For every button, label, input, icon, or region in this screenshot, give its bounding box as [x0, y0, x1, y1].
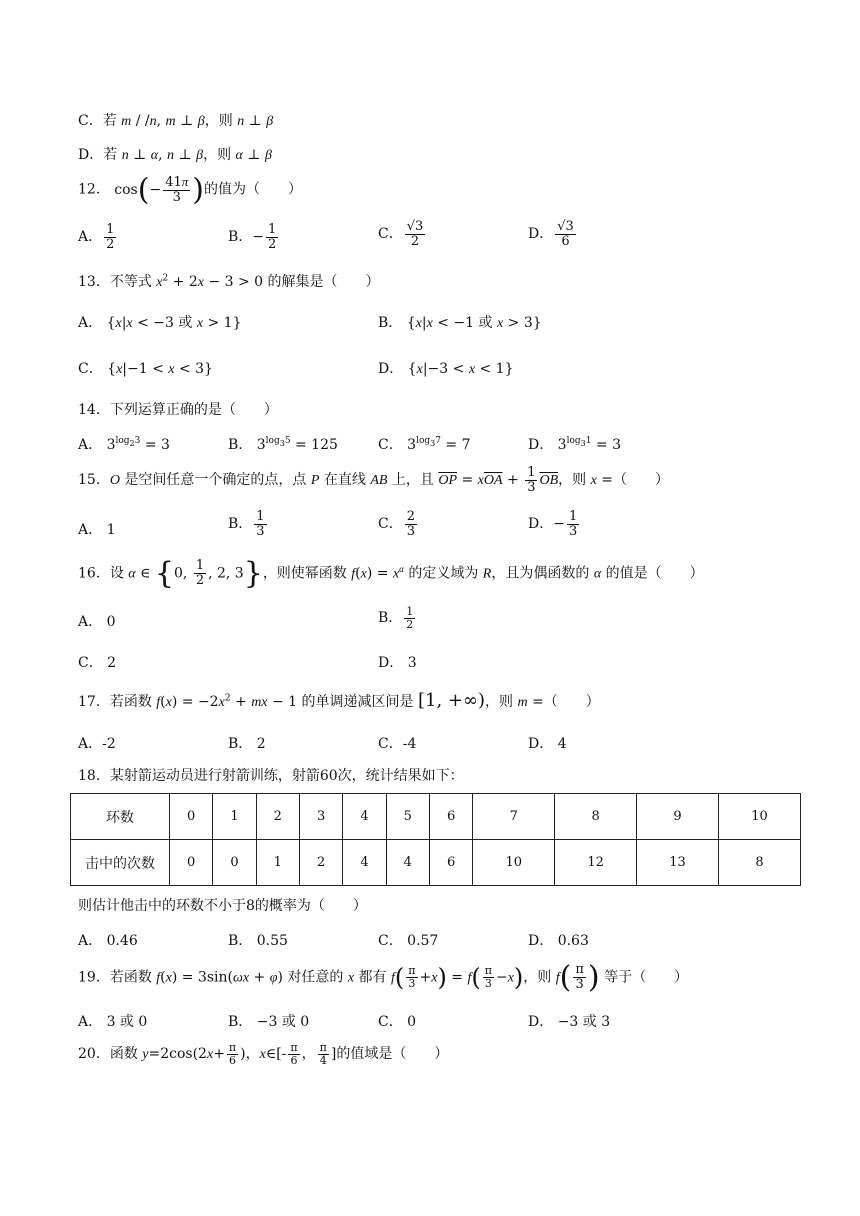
option-letter: B．	[228, 933, 253, 949]
q20-stem: 20．函数 y=2cos(2x+ $\frac{\pi}{6}$ )，x∈[- $\frac{\pi}{6}$ ， $\frac{\pi}{4}$ ]的值域是（ ）	[78, 1041, 449, 1067]
q16-stem: 16．设 α ∈ {0, $\frac{1}{2}$ , 2, 3}，则使幂函数 $f(x) = x^\alpha$ 的定义域为 R，且为偶函数的 α 的值是（ ）	[78, 556, 704, 591]
table-cell: 0	[213, 840, 256, 886]
table-row	[71, 794, 801, 840]
option-value: 2	[256, 736, 266, 752]
stem-text: 某射箭运动员进行射箭训练，射箭60次，统计结果如下：	[109, 768, 464, 784]
question-number: 18．	[78, 768, 110, 784]
question-number: 14．	[78, 402, 110, 418]
option-value: 0.46	[106, 933, 138, 949]
option-letter: B．	[378, 610, 403, 627]
q19-option-d	[528, 1011, 610, 1031]
table-cell: 10	[719, 794, 801, 840]
option-value: $\frac{1}{2}$	[106, 222, 115, 252]
table-cell: 8	[555, 794, 637, 840]
stem-text: 下列运算正确的是（ ）	[109, 402, 278, 418]
q14-option-d: D． $3^{log_31} = 3$	[528, 436, 622, 453]
option-letter: B．	[228, 516, 253, 533]
q18-stem	[78, 765, 464, 785]
frequency-table	[70, 793, 801, 886]
table-cell: 5	[386, 794, 429, 840]
option-value: − $\frac{1}{2}$	[252, 222, 277, 252]
table-cell: 4	[386, 840, 429, 886]
table-cell: 3	[299, 794, 342, 840]
q18-option-a	[78, 930, 138, 950]
table-cell: 4	[343, 840, 386, 886]
table-cell: 4	[343, 794, 386, 840]
question-number: 17．	[78, 694, 110, 710]
q17-stem: 17．若函数 $f(x) = -2x^2$ + mx − 1 的单调递减区间是 [1, +∞)，则 m =（ ）	[78, 690, 600, 711]
question-number: 15．	[78, 472, 110, 489]
option-value: 1	[106, 522, 116, 538]
q16-option-a	[78, 611, 116, 631]
option-value: − $\frac{1}{3}$	[553, 509, 578, 539]
q13-option-d: D． {x|−3 < x < 1}	[378, 361, 514, 377]
table-cell: 1	[256, 840, 299, 886]
q14-stem	[78, 399, 278, 419]
option-value: 0	[106, 614, 116, 630]
table-cell: 13	[637, 840, 719, 886]
option-letter: B．	[378, 315, 403, 331]
table-cell: 6	[429, 840, 472, 886]
option-value: 0	[407, 1014, 417, 1030]
option-text: 若 m / /n, m ⊥ β，则 n ⊥ β	[102, 113, 274, 129]
row-header: 击中的次数	[71, 840, 170, 886]
q14-option-b: B． $3^{log_35} = 125$	[228, 436, 338, 453]
table-cell: 0	[170, 794, 213, 840]
q17-option-a	[78, 733, 116, 753]
option-letter: A．	[78, 736, 103, 752]
option-letter: D．	[528, 933, 554, 949]
q17-option-c	[378, 733, 416, 753]
option-letter: C．	[378, 736, 403, 752]
q18-followup: 则估计他击中的环数不小于8的概率为（ ）	[78, 898, 367, 914]
option-letter: B．	[228, 229, 253, 246]
q15-option-c	[378, 510, 419, 538]
q15-option-a	[78, 519, 116, 539]
option-value: −3 或 0	[256, 1014, 310, 1030]
q13-option-b: B． {x|x < −1 或 x > 3}	[378, 315, 542, 331]
q12-option-a	[78, 223, 118, 251]
option-value: $\frac{1}{3}$	[256, 509, 265, 539]
option-letter: D．	[528, 1014, 554, 1030]
q13-option-a: A． {x|x < −3 或 x > 1}	[78, 315, 242, 331]
q17-option-d	[528, 733, 567, 753]
table-cell: 8	[719, 840, 801, 886]
option-letter: A．	[78, 1014, 103, 1030]
q13-option-c: C． {x|−1 < x < 3}	[78, 361, 213, 377]
option-letter: A．	[78, 614, 103, 630]
option-value: 0.57	[407, 933, 439, 949]
q14-option-a: A． $3^{log_23} = 3$	[78, 436, 170, 453]
table-cell: 12	[555, 840, 637, 886]
q19-option-a	[78, 1011, 147, 1031]
option-letter: D．	[528, 437, 554, 453]
option-letter: B．	[228, 437, 253, 453]
q16-option-d	[378, 652, 417, 672]
q15-stem: 15．O 是空间任意一个确定的点，点 P 在直线 AB 上，且 $\overline{OP} = x\overline{OA}$ + $\frac{1}{3}$ $\overline{OB}$，则 x =（ ）	[78, 465, 669, 495]
cos-expression: cos(− $\frac{41\pi}{3}$ )	[114, 172, 204, 207]
option-letter: C．	[378, 933, 403, 949]
option-letter: D．	[528, 516, 554, 533]
option-text: 若 n ⊥ α, n ⊥ β，则 α ⊥ β	[103, 147, 272, 163]
q18-option-d	[528, 930, 589, 950]
option-letter: D．	[78, 147, 104, 163]
table-cell: 10	[473, 840, 555, 886]
q19-option-c	[378, 1011, 416, 1031]
q19-stem: 19．若函数 f(x) = 3sin(ωx + φ) 对任意的 x 都有 f( $\frac{\pi}{3}$ +x) = f( $\frac{\pi}{3}$ −x)，则 f( $\frac{\pi}{3}$ ) 等于（ ）	[78, 960, 689, 995]
option-value: 3	[407, 655, 417, 671]
option-letter: D．	[528, 226, 554, 243]
question-number: 19．	[78, 969, 110, 986]
table-cell: 1	[213, 794, 256, 840]
option-letter: A．	[78, 522, 103, 538]
option-letter: D．	[378, 655, 404, 671]
option-letter: A．	[78, 315, 103, 331]
option-value: $\frac{√3}{2}$	[406, 219, 424, 249]
question-number: 20．	[78, 1046, 110, 1063]
option-value: 0.63	[557, 933, 589, 949]
option-letter: C．	[78, 655, 103, 671]
option-value: 2	[107, 655, 117, 671]
table-cell: 6	[429, 794, 472, 840]
option-value: $\frac{2}{3}$	[406, 509, 415, 539]
question-number: 12．	[78, 181, 110, 198]
option-letter: C．	[378, 516, 403, 533]
q12-option-c	[378, 220, 427, 248]
option-letter: C．	[378, 226, 403, 243]
option-letter: D．	[528, 736, 554, 752]
table-row	[71, 840, 801, 886]
option-value: -2	[102, 736, 116, 752]
table-cell: 2	[256, 794, 299, 840]
q13-stem: 13．不等式 $x^2 + 2x - 3 > 0$ 的解集是（ ）	[78, 273, 380, 290]
table-cell: 2	[299, 840, 342, 886]
option-letter: C．	[78, 113, 103, 129]
table-cell: 0	[170, 840, 213, 886]
row-header: 环数	[71, 794, 170, 840]
q16-option-c	[78, 652, 116, 672]
q11-option-c	[78, 110, 273, 130]
table-cell: 9	[637, 794, 719, 840]
q17-option-b	[228, 733, 266, 753]
q11-option-d	[78, 144, 272, 164]
q12-stem	[78, 172, 302, 207]
option-letter: A．	[78, 933, 103, 949]
q19-option-b	[228, 1011, 309, 1031]
option-letter: C．	[78, 361, 103, 377]
q15-option-d	[528, 510, 581, 538]
q18-option-b	[228, 930, 288, 950]
q14-option-c: C． $3^{log_37} = 7$	[378, 436, 471, 453]
option-value: 0.55	[256, 933, 288, 949]
option-letter: B．	[228, 736, 253, 752]
q12-option-b	[228, 223, 280, 251]
option-letter: A．	[78, 437, 103, 453]
option-value: $\frac{√3}{6}$	[557, 219, 574, 249]
q15-option-b	[228, 510, 269, 538]
option-value: −3 或 3	[557, 1014, 611, 1030]
option-letter: D．	[378, 361, 404, 377]
q18-option-c	[378, 930, 438, 950]
option-value: 4	[557, 736, 567, 752]
option-value: $\frac{1}{2}$	[406, 605, 414, 631]
question-number: 16．	[78, 565, 110, 582]
option-value: 3 或 0	[106, 1014, 148, 1030]
q16-option-b	[378, 606, 417, 630]
option-letter: A．	[78, 229, 103, 246]
q12-option-d	[528, 220, 578, 248]
table-cell: 7	[473, 794, 555, 840]
option-letter: B．	[228, 1014, 253, 1030]
option-letter: C．	[378, 1014, 403, 1030]
stem-tail: 的值为（ ）	[203, 181, 302, 198]
option-value: -4	[402, 736, 417, 752]
option-letter: C．	[378, 437, 403, 453]
question-number: 13．	[78, 274, 110, 290]
